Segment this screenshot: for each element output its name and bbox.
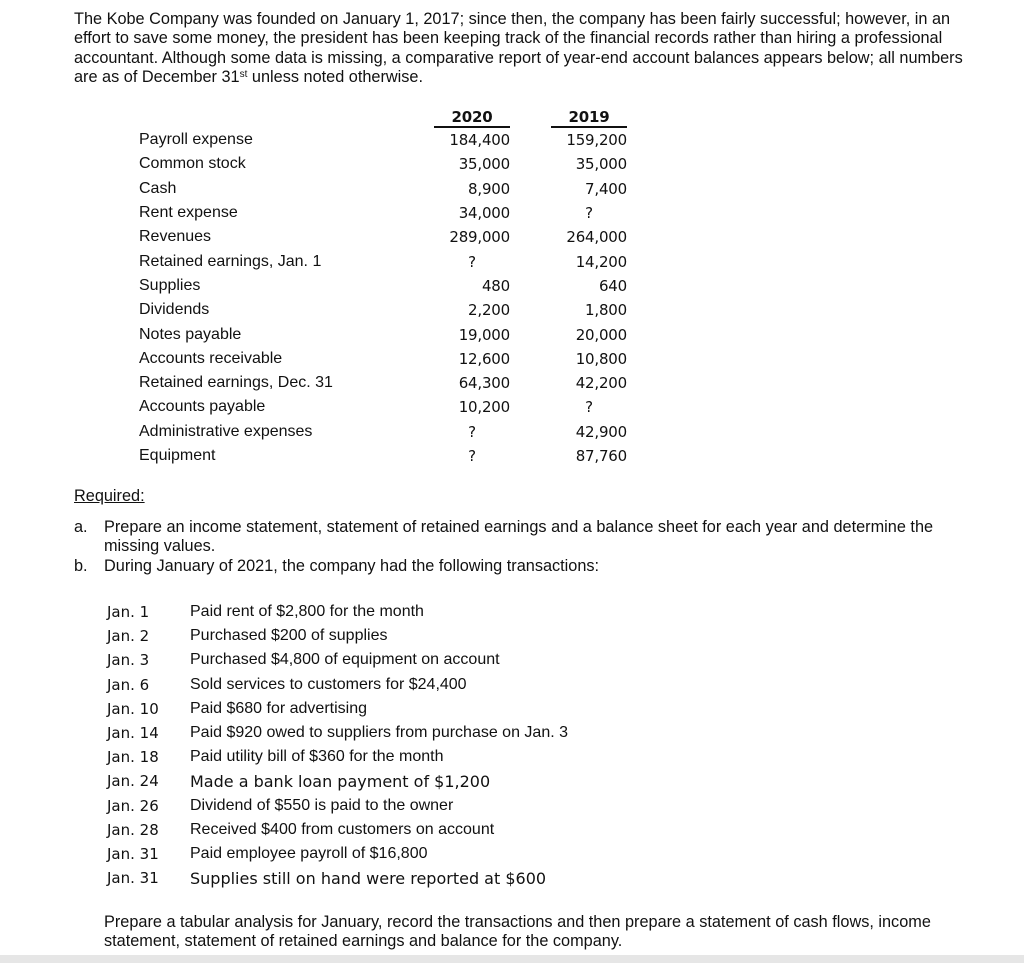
- column-gap: [510, 347, 551, 371]
- column-gap: [510, 444, 551, 468]
- column-gap: [510, 249, 551, 273]
- transaction-description: Purchased $4,800 of equipment on account: [190, 651, 500, 669]
- column-gap: [510, 152, 551, 176]
- balance-row: [131, 274, 627, 298]
- item-marker: b.: [74, 556, 88, 575]
- value-2020: 34,000: [458, 204, 510, 223]
- column-gap: [510, 274, 551, 298]
- balance-row: [131, 371, 627, 395]
- value-2019: 20,000: [575, 325, 627, 344]
- final-instruction: Prepare a tabular analysis for January, record the transactions and then prepare a statement of cash flows, income statement, statement of retained earnings and balance for the company.: [104, 913, 931, 951]
- balance-row: [131, 127, 627, 152]
- year-2020-header: 2020: [434, 104, 510, 127]
- account-name: Equipment: [139, 447, 216, 464]
- account-name: Payroll expense: [139, 130, 253, 148]
- column-gap: [510, 177, 551, 201]
- transaction-description: Supplies still on hand were reported at $600: [190, 868, 547, 888]
- value-2020: 35,000: [458, 155, 510, 174]
- transaction-description: Paid $680 for advertising: [190, 699, 367, 717]
- balances-body: [131, 127, 627, 468]
- transaction-description: Paid rent of $2,800 for the month: [190, 603, 424, 621]
- account-name: Rent expense: [139, 204, 238, 222]
- transaction-date: Jan. 1: [107, 603, 150, 622]
- transaction-row: [107, 866, 670, 890]
- value-2020: 8,900: [468, 179, 510, 198]
- account-name: Supplies: [139, 276, 201, 294]
- page-bottom-edge: [0, 955, 1024, 963]
- required-list: [74, 518, 974, 576]
- item-text: Prepare an income statement, statement of retained earnings and a balance sheet for each year and determine the missing values.: [104, 518, 934, 556]
- transaction-row: [107, 673, 670, 697]
- value-2019: 1,800: [585, 301, 627, 320]
- account-name: Accounts payable: [139, 398, 266, 416]
- balance-row: [131, 395, 627, 419]
- column-gap: [510, 127, 551, 152]
- transaction-date: Jan. 3: [107, 651, 150, 670]
- value-2019: 10,800: [575, 349, 627, 368]
- transaction-description: Paid utility bill of $360 for the month: [190, 748, 444, 766]
- balance-row: [131, 225, 627, 249]
- column-gap: [510, 322, 551, 346]
- transaction-row: [107, 842, 670, 866]
- transaction-date: Jan. 28: [107, 820, 159, 839]
- transaction-row: [107, 697, 670, 721]
- account-name: Revenues: [139, 228, 212, 246]
- transaction-date: Jan. 6: [107, 675, 150, 694]
- value-2020: 184,400: [449, 131, 510, 150]
- transaction-date: Jan. 2: [107, 627, 150, 646]
- value-2019: 640: [598, 276, 627, 295]
- value-2019: 14,200: [575, 252, 627, 271]
- balance-row: [131, 420, 627, 444]
- column-gap: [510, 395, 551, 419]
- transaction-date: Jan. 26: [107, 796, 159, 815]
- value-2020: 12,600: [458, 349, 510, 368]
- account-name: Dividends: [139, 301, 210, 319]
- balance-row: [131, 201, 627, 225]
- value-2019: 159,200: [566, 131, 627, 150]
- account-name: Administrative expenses: [139, 422, 313, 440]
- value-2020: 289,000: [449, 228, 510, 247]
- header-gap: [510, 104, 551, 127]
- transaction-date: Jan. 10: [107, 699, 159, 718]
- value-2019: 264,000: [566, 228, 627, 247]
- column-gap: [510, 371, 551, 395]
- value-2020: 19,000: [458, 325, 510, 344]
- transaction-row: [107, 721, 670, 745]
- transaction-row: [107, 769, 670, 793]
- transaction-date: Jan. 31: [107, 844, 159, 863]
- transaction-description: Sold services to customers for $24,400: [190, 675, 467, 693]
- value-2019: ?: [585, 398, 593, 417]
- ordinal-suffix: st: [239, 68, 248, 80]
- value-2019: ?: [585, 204, 593, 223]
- transaction-row: [107, 624, 670, 648]
- account-balances-table: [131, 104, 627, 468]
- value-2020: ?: [468, 447, 476, 465]
- year-2019-header: 2019: [551, 104, 627, 127]
- balance-row: [131, 249, 627, 273]
- value-2020: 10,200: [458, 398, 510, 417]
- transaction-date: Jan. 14: [107, 724, 159, 743]
- transaction-row: [107, 600, 670, 624]
- transaction-date: Jan. 24: [107, 772, 159, 791]
- required-heading: Required:: [74, 487, 145, 505]
- balance-row: [131, 322, 627, 346]
- value-2019: 42,900: [575, 422, 627, 441]
- account-name: Accounts receivable: [139, 349, 283, 367]
- transaction-row: [107, 648, 670, 672]
- transaction-row: [107, 818, 670, 842]
- value-2020: ?: [468, 252, 476, 271]
- required-item-a: [74, 518, 974, 557]
- transaction-description: Paid employee payroll of $16,800: [190, 844, 428, 862]
- problem-intro: [74, 10, 979, 87]
- account-name: Notes payable: [139, 325, 242, 343]
- balance-row: [131, 347, 627, 371]
- balance-row: [131, 177, 627, 201]
- item-marker: a.: [74, 518, 88, 536]
- value-2019: 42,200: [575, 374, 627, 393]
- balance-row: [131, 298, 627, 322]
- transaction-description: Made a bank loan payment of $1,200: [190, 771, 491, 791]
- item-text: During January of 2021, the company had the following transactions:: [104, 556, 600, 575]
- intro-text: The Kobe Company was founded on January 1, 2017; since then, the company has been fairly successful; however, in an effort to save some money, the president has been keeping track of the financial records rather than hiring a professional accountant. Although some data is missing, a comparative report of year-end account balances appears below; all numbers are as of December 31: [74, 10, 963, 86]
- column-gap: [510, 298, 551, 322]
- column-gap: [510, 201, 551, 225]
- column-gap: [510, 420, 551, 444]
- january-transactions-table: [107, 600, 670, 890]
- column-gap: [510, 225, 551, 249]
- value-2020: 2,200: [468, 301, 510, 320]
- transaction-description: Paid $920 owed to suppliers from purchase on Jan. 3: [190, 724, 569, 742]
- transaction-description: Purchased $200 of supplies: [190, 627, 388, 645]
- balance-row: [131, 152, 627, 176]
- balances-header-row: [131, 104, 627, 127]
- value-2020: ?: [468, 422, 476, 441]
- account-name: Common stock: [139, 155, 246, 173]
- transaction-date: Jan. 18: [107, 748, 159, 767]
- value-2020: 480: [481, 276, 510, 295]
- transaction-date: Jan. 31: [107, 869, 159, 888]
- balance-row: [131, 444, 627, 468]
- transactions-body: [107, 600, 670, 890]
- account-name: Cash: [139, 179, 177, 197]
- account-name: Retained earnings, Dec. 31: [139, 374, 333, 392]
- intro-text-end: unless noted otherwise.: [247, 67, 423, 86]
- transaction-description: Dividend of $550 is paid to the owner: [190, 796, 454, 814]
- value-2019: 7,400: [585, 179, 627, 198]
- account-name: Retained earnings, Jan. 1: [139, 252, 322, 270]
- value-2020: 64,300: [458, 374, 510, 393]
- required-item-b: [74, 557, 974, 576]
- transaction-row: [107, 794, 670, 818]
- transaction-description: Received $400 from customers on account: [190, 820, 495, 838]
- label-header: [131, 104, 434, 127]
- value-2019: 87,760: [575, 447, 627, 465]
- transaction-row: [107, 745, 670, 769]
- value-2019: 35,000: [575, 155, 627, 174]
